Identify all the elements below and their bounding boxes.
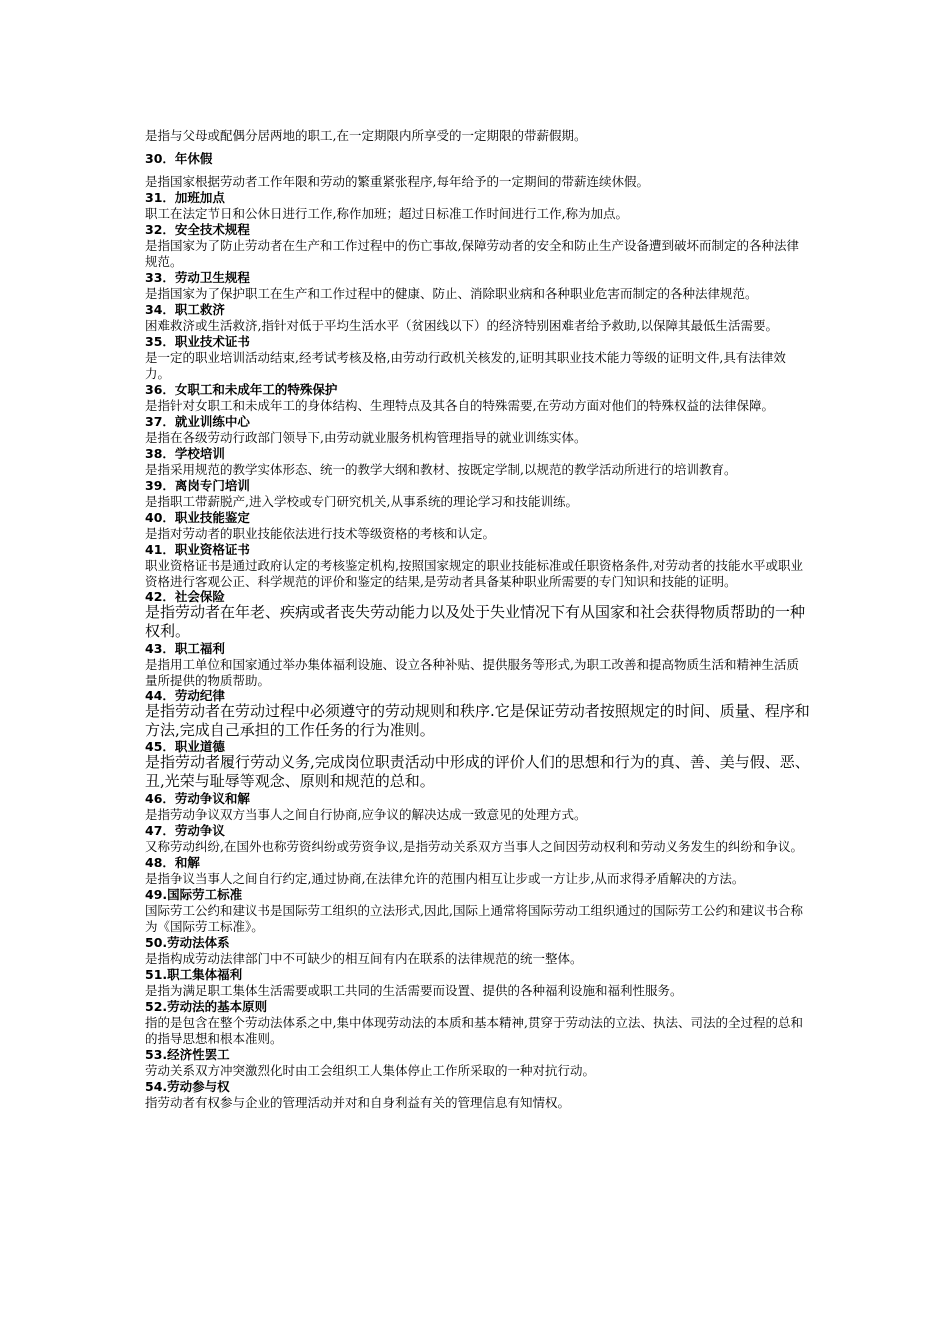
entry-heading: 32．安全技术规程 bbox=[145, 222, 250, 237]
entry-body: 是指劳动争议双方当事人之间自行协商,应争议的解决达成一致意见的处理方式。 bbox=[145, 807, 587, 822]
entry-body: 是指构成劳动法律部门中不可缺少的相互间有内在联系的法律规范的统一整体。 bbox=[145, 951, 583, 966]
entry-heading: 30．年休假 bbox=[145, 151, 213, 166]
list-item bbox=[145, 935, 810, 967]
list-item bbox=[145, 641, 810, 689]
entry-heading: 45．职业道德 bbox=[145, 740, 225, 753]
entry-body: 指劳动者有权参与企业的管理活动并对和自身利益有关的管理信息有知情权。 bbox=[145, 1095, 571, 1110]
entry-heading: 31．加班加点 bbox=[145, 190, 225, 205]
entry-heading: 36．女职工和未成年工的特殊保护 bbox=[145, 382, 338, 397]
entry-body: 又称劳动纠纷,在国外也称劳资纠纷或劳资争议,是指劳动关系双方当事人之间因劳动权利和劳动义务发生的纠纷和争议。 bbox=[145, 839, 803, 854]
list-item bbox=[145, 222, 810, 270]
list-item bbox=[145, 689, 810, 740]
entry-body: 国际劳工公约和建议书是国际劳工组织的立法形式,因此,国际上通常将国际劳动工组织通过的国际劳工公约和建议书合称为《国际劳工标准》。 bbox=[145, 903, 803, 934]
entry-heading: 39．离岗专门培训 bbox=[145, 478, 250, 493]
entry-heading: 42．社会保险 bbox=[145, 590, 225, 603]
entry-body: 是指对劳动者的职业技能依法进行技术等级资格的考核和认定。 bbox=[145, 526, 496, 541]
list-item bbox=[145, 382, 810, 414]
list-item bbox=[145, 855, 810, 887]
list-item bbox=[145, 1047, 810, 1079]
entry-body: 是指职工带薪脱产,进入学校或专门研究机关,从事系统的理论学习和技能训练。 bbox=[145, 494, 578, 509]
entry-body: 职工在法定节日和公休日进行工作,称作加班；超过日标准工作时间进行工作,称为加点。 bbox=[145, 206, 628, 221]
list-item bbox=[145, 1079, 810, 1111]
entry-heading: 46．劳动争议和解 bbox=[145, 791, 250, 806]
list-item bbox=[145, 414, 810, 446]
entry-heading: 53.经济性罢工 bbox=[145, 1047, 230, 1062]
list-item bbox=[145, 334, 810, 382]
entry-body: 困难救济或生活救济,指针对低于平均生活水平（贫困线以下）的经济特别困难者给予救助,以保障其最低生活需要。 bbox=[145, 318, 778, 333]
entry-heading: 47．劳动争议 bbox=[145, 823, 225, 838]
entry-body: 是指在各级劳动行政部门领导下,由劳动就业服务机构管理指导的就业训练实体。 bbox=[145, 430, 587, 445]
entry-heading: 41．职业资格证书 bbox=[145, 542, 250, 557]
list-item bbox=[145, 999, 810, 1047]
entry-body: 是指争议当事人之间自行约定,通过协商,在法律允许的范围内相互让步或一方让步,从而求得矛盾解决的方法。 bbox=[145, 871, 745, 886]
list-item bbox=[145, 270, 810, 302]
entry-heading: 33．劳动卫生规程 bbox=[145, 270, 250, 285]
list-item bbox=[145, 823, 810, 855]
list-item bbox=[145, 791, 810, 823]
list-item bbox=[145, 190, 810, 222]
list-item bbox=[145, 478, 810, 510]
entry-body: 是一定的职业培训活动结束,经考试考核及格,由劳动行政机关核发的,证明其职业技术能力等级的证明文件,具有法律效力。 bbox=[145, 350, 786, 381]
list-item bbox=[145, 151, 810, 190]
entry-heading: 48．和解 bbox=[145, 855, 200, 870]
list-item bbox=[145, 887, 810, 935]
entry-body: 职业资格证书是通过政府认定的考核鉴定机构,按照国家规定的职业技能标准或任职资格条件,对劳动者的技能水平或职业资格进行客观公正、科学规范的评价和鉴定的结果,是劳动者具备某种职业所需要的专门知识和技能的证明。 bbox=[145, 558, 803, 589]
entry-body: 是指用工单位和国家通过举办集体福利设施、设立各种补贴、提供服务等形式,为职工改善和提高物质生活和精神生活质量所提供的物质帮助。 bbox=[145, 657, 799, 688]
entry-heading: 38．学校培训 bbox=[145, 446, 225, 461]
entry-heading: 44．劳动纪律 bbox=[145, 689, 225, 702]
list-item bbox=[145, 302, 810, 334]
list-item bbox=[145, 740, 810, 791]
list-item bbox=[145, 510, 810, 542]
entry-body: 是指劳动者履行劳动义务,完成岗位职责活动中形成的评价人们的思想和行为的真、善、美与假、恶、丑,光荣与耻辱等观念、原则和规范的总和。 bbox=[145, 753, 810, 790]
entry-body: 是指国家为了保护职工在生产和工作过程中的健康、防止、消除职业病和各种职业危害而制定的各种法律规范。 bbox=[145, 286, 758, 301]
entry-body: 是指国家为了防止劳动者在生产和工作过程中的伤亡事故,保障劳动者的安全和防止生产设备遭到破坏而制定的各种法律规范。 bbox=[145, 238, 799, 269]
list-item bbox=[145, 542, 810, 590]
entry-heading: 34．职工救济 bbox=[145, 302, 225, 317]
entry-body: 指的是包含在整个劳动法体系之中,集中体现劳动法的本质和基本精神,贯穿于劳动法的立法、执法、司法的全过程的总和的指导思想和根本准则。 bbox=[145, 1015, 803, 1046]
list-item bbox=[145, 590, 810, 641]
entry-body: 是指针对女职工和未成年工的身体结构、生理特点及其各自的特殊需要,在劳动方面对他们的特殊权益的法律保障。 bbox=[145, 398, 774, 413]
entry-heading: 50.劳动法体系 bbox=[145, 935, 230, 950]
entry-list bbox=[145, 151, 810, 1111]
intro-paragraph: 是指与父母或配偶分居两地的职工,在一定期限内所享受的一定期限的带薪假期。 bbox=[145, 128, 587, 143]
entry-heading: 37．就业训练中心 bbox=[145, 414, 250, 429]
entry-body: 是指采用规范的教学实体形态、统一的教学大纲和教材、按既定学制,以规范的教学活动所进行的培训教育。 bbox=[145, 462, 737, 477]
entry-heading: 51.职工集体福利 bbox=[145, 967, 243, 982]
entry-heading: 52.劳动法的基本原则 bbox=[145, 999, 268, 1014]
entry-body: 是指劳动者在年老、疾病或者丧失劳动能力以及处于失业情况下有从国家和社会获得物质帮助的一种权利。 bbox=[145, 603, 806, 640]
document-page bbox=[145, 128, 810, 1111]
entry-heading: 43．职工福利 bbox=[145, 641, 225, 656]
list-item bbox=[145, 446, 810, 478]
entry-heading: 35．职业技术证书 bbox=[145, 334, 250, 349]
entry-body: 是指国家根据劳动者工作年限和劳动的繁重紧张程序,每年给予的一定期间的带薪连续休假。 bbox=[145, 174, 649, 189]
list-item bbox=[145, 967, 810, 999]
entry-body: 是指为满足职工集体生活需要或职工共同的生活需要而设置、提供的各种福利设施和福利性服务。 bbox=[145, 983, 683, 998]
entry-heading: 54.劳动参与权 bbox=[145, 1079, 230, 1094]
entry-body: 劳动关系双方冲突激烈化时由工会组织工人集体停止工作所采取的一种对抗行动。 bbox=[145, 1063, 596, 1078]
entry-heading: 49.国际劳工标准 bbox=[145, 887, 243, 902]
entry-body: 是指劳动者在劳动过程中必须遵守的劳动规则和秩序.它是保证劳动者按照规定的时间、质量、程序和方法,完成自己承担的工作任务的行为准则。 bbox=[145, 702, 810, 739]
entry-heading: 40．职业技能鉴定 bbox=[145, 510, 250, 525]
